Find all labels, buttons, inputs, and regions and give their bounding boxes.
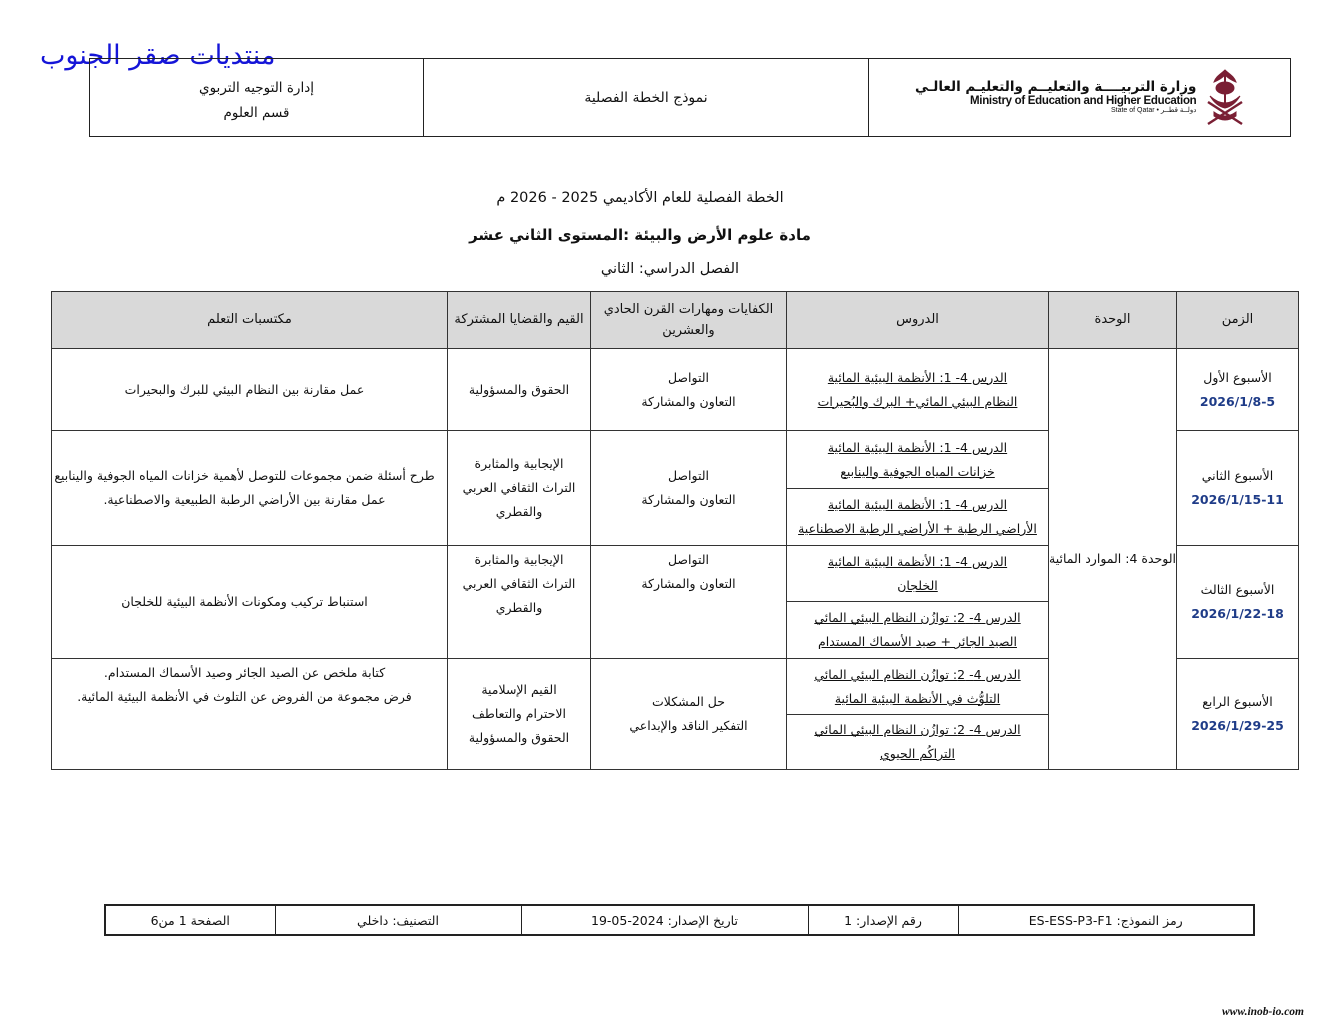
section-name: قسم العلوم	[223, 105, 290, 121]
outcome-item: عمل مقارنة بين الأراضي الرطبة الطبيعية والاصطناعية.	[103, 492, 386, 507]
values-cell	[448, 546, 591, 659]
competency-item: التواصل	[667, 552, 710, 567]
lesson-cell	[787, 715, 1049, 770]
lesson-topic: النظام البيئي المائي+ البرك والبُحيرات	[817, 393, 1018, 409]
lesson-topic: خزانات المياه الجوفية والينابيع	[840, 463, 995, 479]
outcomes-cell	[52, 546, 448, 659]
plan-title: الخطة الفصلية للعام الأكاديمي 2025 - 2026 م	[496, 190, 784, 206]
ministry-logo-text	[915, 80, 1196, 115]
lesson-cell	[787, 546, 1049, 602]
lesson-topic: الصيد الجائر + صيد الأسماك المستدام	[818, 634, 1017, 649]
week-date: 2026/1/15-11	[1191, 492, 1284, 507]
value-item: التراث الثقافي العربي	[462, 480, 576, 496]
value-item: والقطري	[495, 599, 543, 615]
value-item: الحقوق والمسؤولية	[468, 729, 570, 745]
department-cell	[90, 59, 423, 136]
header-lessons: الدروس	[787, 292, 1049, 349]
value-item: والقطري	[495, 503, 543, 519]
values-cell	[448, 349, 591, 431]
outcome-item: عمل مقارنة بين النظام البيئي للبرك والبحيرات	[124, 381, 365, 397]
week-date: 2026/1/8-5	[1199, 393, 1276, 409]
competencies-cell	[591, 349, 787, 431]
ministry-logo-cell	[868, 59, 1290, 136]
lesson-title: الدرس 4- 2: توازُن النظام البيئي المائي	[814, 610, 1021, 626]
competency-item: التفكير الناقد والإبداعي	[629, 718, 748, 733]
week-cell	[1177, 349, 1299, 431]
header-time: الزمن	[1177, 292, 1299, 349]
document-header	[89, 58, 1291, 137]
qatar-emblem-icon	[1204, 66, 1246, 130]
competency-item: التواصل	[667, 369, 710, 385]
value-item: الإيجابية والمثابرة	[474, 456, 564, 472]
lesson-topic: الأراضي الرطبة + الأراضي الرطبة الاصطناعية	[798, 521, 1037, 536]
lesson-title: الدرس 4- 2: توازُن النظام البيئي المائي	[814, 722, 1021, 738]
competency-item: التواصل	[667, 468, 710, 484]
lesson-cell	[787, 431, 1049, 489]
competency-item: التعاون والمشاركة	[641, 492, 736, 507]
ministry-name-ar: وزارة التربيــــة والتعليــم والتعليـم العالـي	[915, 78, 1197, 95]
week-name: الأسبوع الرابع	[1202, 694, 1273, 710]
outcome-item: طرح أسئلة ضمن مجموعات للتوصل لأهمية خزانات المياه الجوفية والينابيع	[54, 468, 435, 484]
outcomes-cell	[52, 431, 448, 546]
page-number: الصفحة 1 من6	[105, 905, 275, 935]
site-watermark: www.inob-io.com	[1222, 1006, 1304, 1018]
values-cell	[448, 659, 591, 770]
header-unit: الوحدة	[1049, 292, 1177, 349]
competencies-cell	[591, 431, 787, 546]
form-title-cell	[423, 59, 868, 136]
week-name: الأسبوع الثالث	[1200, 582, 1275, 598]
week-cell	[1177, 659, 1299, 770]
lesson-topic: التراكُم الحيوي	[879, 746, 956, 761]
lesson-title: الدرس 4- 1: الأنظمة البيئية المائية	[827, 369, 1008, 385]
competencies-cell	[591, 546, 787, 659]
value-item: الإيجابية والمثابرة	[474, 552, 564, 567]
competencies-cell	[591, 659, 787, 770]
unit-cell: الوحدة 4: الموارد المائية	[1049, 349, 1177, 770]
value-item: الحقوق والمسؤولية	[468, 381, 570, 397]
lesson-cell	[787, 659, 1049, 715]
competency-item: حل المشكلات	[652, 694, 725, 710]
outcome-item: كتابة ملخص عن الصيد الجائر وصيد الأسماك المستدام.	[103, 665, 386, 680]
version-number: رقم الإصدار: 1	[808, 905, 958, 935]
subject-title: مادة علوم الأرض والبيئة :المستوى الثاني عشر	[469, 226, 811, 244]
form-title: نموذج الخطة الفصلية	[584, 89, 708, 106]
lesson-title: الدرس 4- 1: الأنظمة البيئية المائية	[827, 497, 1008, 513]
week-cell	[1177, 431, 1299, 546]
outcome-item: استنباط تركيب ومكونات الأنظمة البيئية للخلجان	[121, 594, 368, 610]
semester-plan-table	[51, 291, 1299, 770]
week-date: 2026/1/22-18	[1191, 606, 1284, 621]
competency-item: التعاون والمشاركة	[641, 575, 736, 591]
form-code: رمز النموذج: ES-ESS-P3-F1	[958, 905, 1254, 935]
lesson-cell	[787, 602, 1049, 659]
header-outcomes: مكتسبات التعلم	[52, 292, 448, 349]
value-item: الاحترام والتعاطف	[471, 706, 566, 722]
lesson-title: الدرس 4- 1: الأنظمة البيئية المائية	[827, 439, 1008, 455]
header-values: القيم والقضايا المشتركة	[448, 292, 591, 349]
lesson-topic: التلوُّث في الأنظمة البيئية المائية	[834, 690, 1001, 706]
value-item: القيم الإسلامية	[481, 682, 557, 698]
table-row	[52, 349, 1299, 431]
lesson-topic: الخلجان	[897, 577, 938, 593]
lesson-title: الدرس 4- 2: توازُن النظام البيئي المائي	[814, 666, 1021, 682]
lesson-cell	[787, 489, 1049, 546]
header-competencies: الكفايات ومهارات القرن الحادي والعشرين	[591, 292, 787, 349]
outcomes-cell	[52, 349, 448, 431]
watermark-text: منتديات صقر الجنوب	[40, 40, 276, 71]
semester-title: الفصل الدراسي: الثاني	[600, 261, 740, 277]
week-cell	[1177, 546, 1299, 659]
lesson-title: الدرس 4- 1: الأنظمة البيئية المائية	[827, 553, 1008, 569]
outcome-item: فرض مجموعة من الفروض عن التلوث في الأنظمة البيئية المائية.	[77, 688, 412, 704]
document-footer	[104, 904, 1255, 936]
values-cell	[448, 431, 591, 546]
footer-row	[105, 905, 1254, 935]
classification: التصنيف: داخلي	[275, 905, 521, 935]
competency-item: التعاون والمشاركة	[641, 393, 736, 409]
outcomes-cell	[52, 659, 448, 770]
table-header-row	[52, 292, 1299, 349]
week-date: 2026/1/29-25	[1191, 718, 1284, 733]
week-name: الأسبوع الثاني	[1201, 468, 1274, 484]
value-item: التراث الثقافي العربي	[462, 575, 576, 591]
week-name: الأسبوع الأول	[1203, 369, 1272, 385]
ministry-name-en: Ministry of Education and Higher Education	[970, 94, 1197, 107]
issue-date: تاريخ الإصدار: 2024-05-19	[521, 905, 808, 935]
state-label: State of Qatar • دولــة قطــر	[1110, 107, 1197, 115]
lesson-cell	[787, 349, 1049, 431]
department-name: إدارة التوجيه التربوي	[199, 80, 314, 96]
